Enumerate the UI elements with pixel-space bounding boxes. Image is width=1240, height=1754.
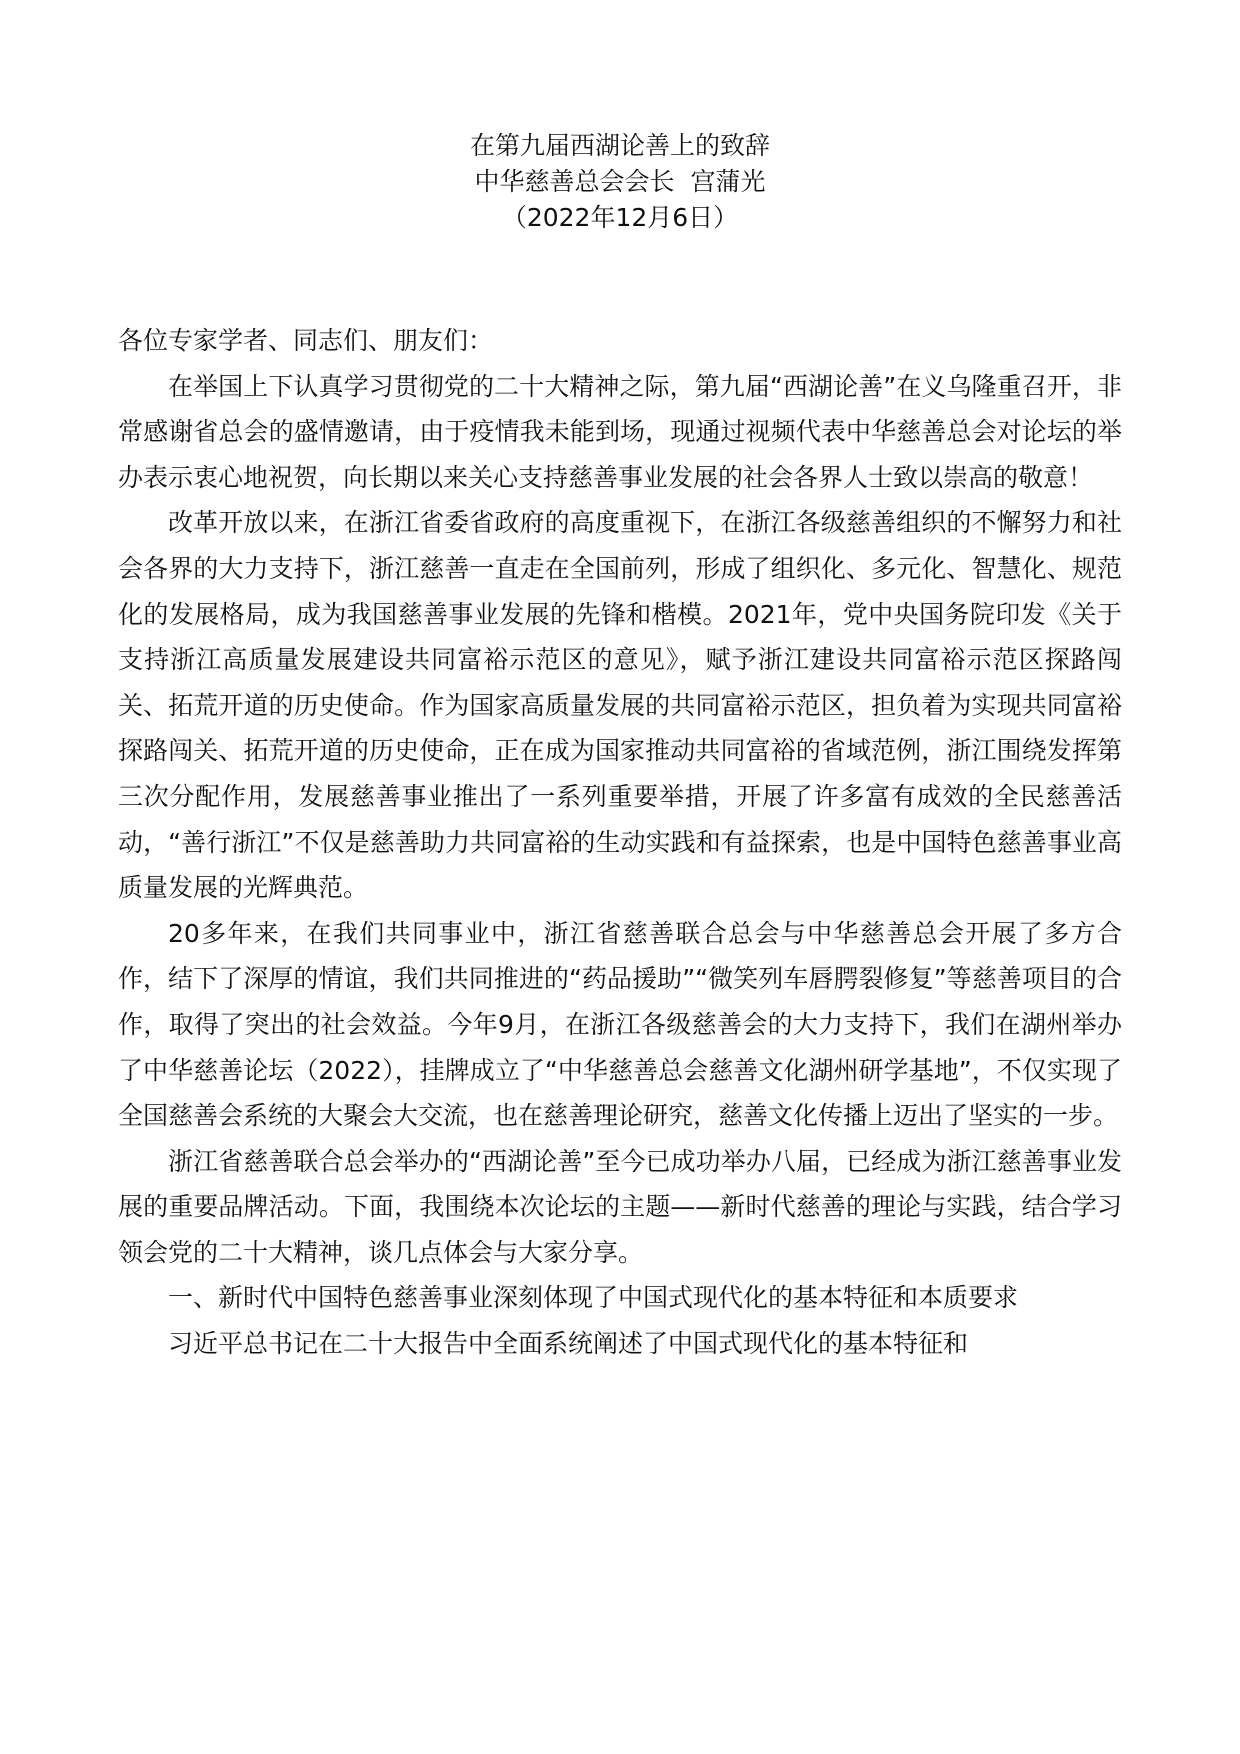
speech-title: 在第九届西湖论善上的致辞 [469, 131, 770, 160]
paragraph-continuation: 习近平总书记在二十大报告中全面系统阐述了中国式现代化的基本特征和 [168, 1329, 969, 1359]
paragraph-cooperation: 20多年来，在我们共同事业中，浙江省慈善联合总会与中华慈善总会开展了多方合作，结下了深厚的情谊，我们共同推进的“药品援助”“微笑列车唇腭裂修复”等慈善项目的合作，取得了突出的社会效益。今年9月，在浙江各级慈善会的大力支持下，我们在湖州举办了中华慈善论坛（2022），挂牌成立了“中华慈善总会慈善文化湖州研学基地”，不仅实现了全国慈善会系统的大聚会大交流，也在慈善理论研究，慈善文化传播上迈出了坚实的一步。 [118, 918, 1122, 1131]
paragraph-opening: 在举国上下认真学习贯彻党的二十大精神之际，第九届“西湖论善”在义乌隆重召开，非常感谢省总会的盛情邀请，由于疫情我未能到场，现通过视频代表中华慈善总会对论坛的举办表示衷心地祝贺，向长期以来关心支持慈善事业发展的社会各界人士致以崇高的敬意！ [118, 371, 1122, 492]
paragraph-west-lake-forum: 浙江省慈善联合总会举办的“西湖论善”至今已成功举办八届，已经成为浙江慈善事业发展的重要品牌活动。下面，我围绕本次论坛的主题——新时代慈善的理论与实践，结合学习领会党的二十大精神，谈几点体会与大家分享。 [118, 1146, 1122, 1267]
speech-date: （2022年12月6日） [501, 203, 739, 232]
speaker-line: 中华慈善总会会长 宫蒲光 [474, 167, 766, 196]
section-heading-one: 一、新时代中国特色慈善事业深刻体现了中国式现代化的基本特征和本质要求 [168, 1283, 1019, 1313]
paragraph-zhejiang-charity: 改革开放以来，在浙江省委省政府的高度重视下，在浙江各级慈善组织的不懈努力和社会各界的大力支持下，浙江慈善一直走在全国前列，形成了组织化、多元化、智慧化、规范化的发展格局，成为我国慈善事业发展的先锋和楷模。2021年，党中央国务院印发《关于支持浙江高质量发展建设共同富裕示范区的意见》，赋予浙江建设共同富裕示范区探路闯关、拓荒开道的历史使命。作为国家高质量发展的共同富裕示范区，担负着为实现共同富裕探路闯关、拓荒开道的历史使命，正在成为国家推动共同富裕的省域范例，浙江围绕发挥第三次分配作用，发展慈善事业推出了一系列重要举措，开展了许多富有成效的全民慈善活动，“善行浙江”不仅是慈善助力共同富裕的生动实践和有益探索，也是中国特色慈善事业高质量发展的光辉典范。 [118, 508, 1122, 903]
speech-body [118, 318, 1122, 1367]
document-header [0, 128, 1240, 236]
salutation: 各位专家学者、同志们、朋友们： [118, 326, 494, 355]
